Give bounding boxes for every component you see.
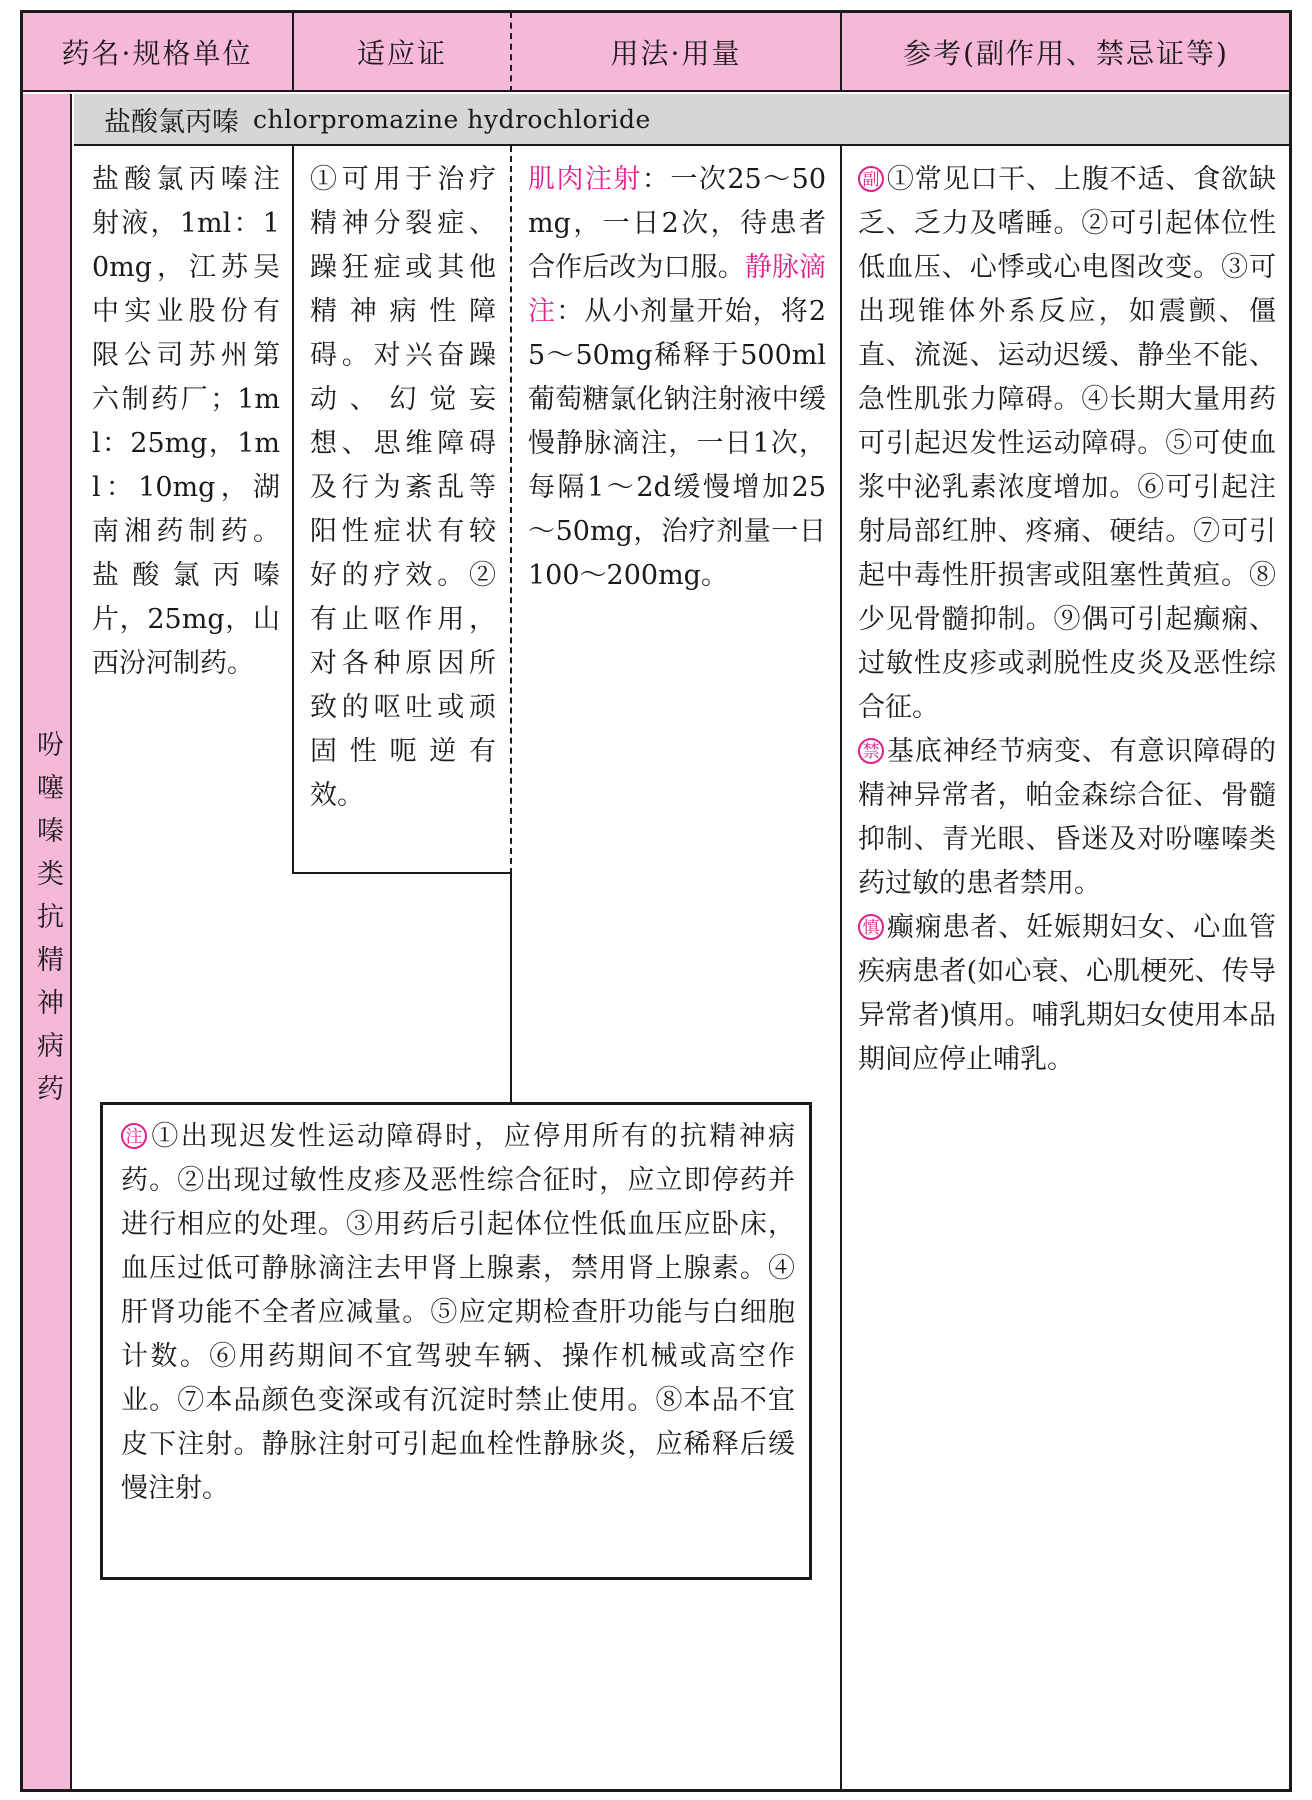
note-mark-icon: 注 <box>121 1123 147 1149</box>
side-effects-text: ①常见口干、上腹不适、食欲缺乏、乏力及嗜睡。②可引起体位性低血压、心悸或心电图改变。③可出现锥体外系反应，如震颤、僵直、流涎、运动迟缓、静坐不能、急性肌张力障碍。④长期大量用药可引起迟发性运动障碍。⑤可使血浆中泌乳素浓度增加。⑥可引起注射局部红肿、疼痛、硬结。⑦可引起中毒性肝损害或阻塞性黄疸。⑧少见骨髓抑制。⑨偶可引起癫痫、过敏性皮疹或剥脱性皮炎及恶性综合征。 <box>858 164 1276 723</box>
cautions-text: 癫痫患者、妊娠期妇女、心血管疾病患者(如心衰、心肌梗死、传导异常者)慎用。哺乳期妇女使用本品期间应停止哺乳。 <box>858 912 1276 1075</box>
contraindications-text: 基底神经节病变、有意识障碍的精神异常者，帕金森综合征、骨髓抑制、青光眼、昏迷及对吩噻嗪类药过敏的患者禁用。 <box>858 736 1276 899</box>
drug-indication: ①可用于治疗精神分裂症、躁狂症或其他精神病性障碍。对兴奋躁动、幻觉妄想、思维障碍及行为紊乱等阳性症状有较好的疗效。②有止呕作用，对各种原因所致的呕吐或顽固性呃逆有效。 <box>310 164 496 811</box>
usage-im-text: ：一次25～50mg，一日2次，待患者合作后改为口服。 <box>528 164 826 283</box>
usage-iv-text: ：从小剂量开始，将25～50mg稀释于500ml葡萄糖氯化钠注射液中缓慢静脉滴注，一日1次，每隔1～2d缓慢增加25～50mg，治疗剂量一日100～200mg。 <box>528 296 827 591</box>
drug-spec: 盐酸氯丙嗪注射液，1ml：10mg，江苏吴中实业股份有限公司苏州第六制药厂；1ml：25mg，1ml：10mg，湖南湘药制药。盐酸氯丙嗪片，25mg，山西汾河制药。 <box>92 164 280 679</box>
contraindication-mark-icon: 禁 <box>858 738 884 764</box>
notes-text: ①出现迟发性运动障碍时，应停用所有的抗精神病药。②出现过敏性皮疹及恶性综合征时，应立即停药并进行相应的处理。③用药后引起体位性低血压应卧床，血压过低可静脉滴注去甲肾上腺素，禁用肾上腺素。④肝肾功能不全者应减量。⑤应定期检查肝功能与白细胞计数。⑥用药期间不宜驾驶车辆、操作机械或高空作业。⑦本品颜色变深或有沉淀时禁止使用。⑧本品不宜皮下注射。静脉注射可引起血栓性静脉炎，应稀释后缓慢注射。 <box>121 1121 795 1504</box>
caution-mark-icon: 慎 <box>858 914 884 940</box>
drug-name-cn: 盐酸氯丙嗪 <box>104 106 239 138</box>
side-effect-mark-icon: 副 <box>858 166 884 192</box>
header-drug-name-spec: 药名·规格单位 <box>61 37 253 70</box>
header-usage-dosage: 用法·用量 <box>610 37 742 70</box>
drug-name-en: chlorpromazine hydrochloride <box>253 104 651 134</box>
header-reference: 参考(副作用、禁忌证等) <box>903 37 1229 70</box>
usage-iv-label: 静脉滴注 <box>528 252 827 327</box>
usage-im-label: 肌肉注射 <box>528 164 642 195</box>
table-frame <box>20 10 1292 1792</box>
header-indication: 适应证 <box>356 37 447 70</box>
category-label: 吩噻嗪类抗精神病药 <box>32 730 63 1117</box>
